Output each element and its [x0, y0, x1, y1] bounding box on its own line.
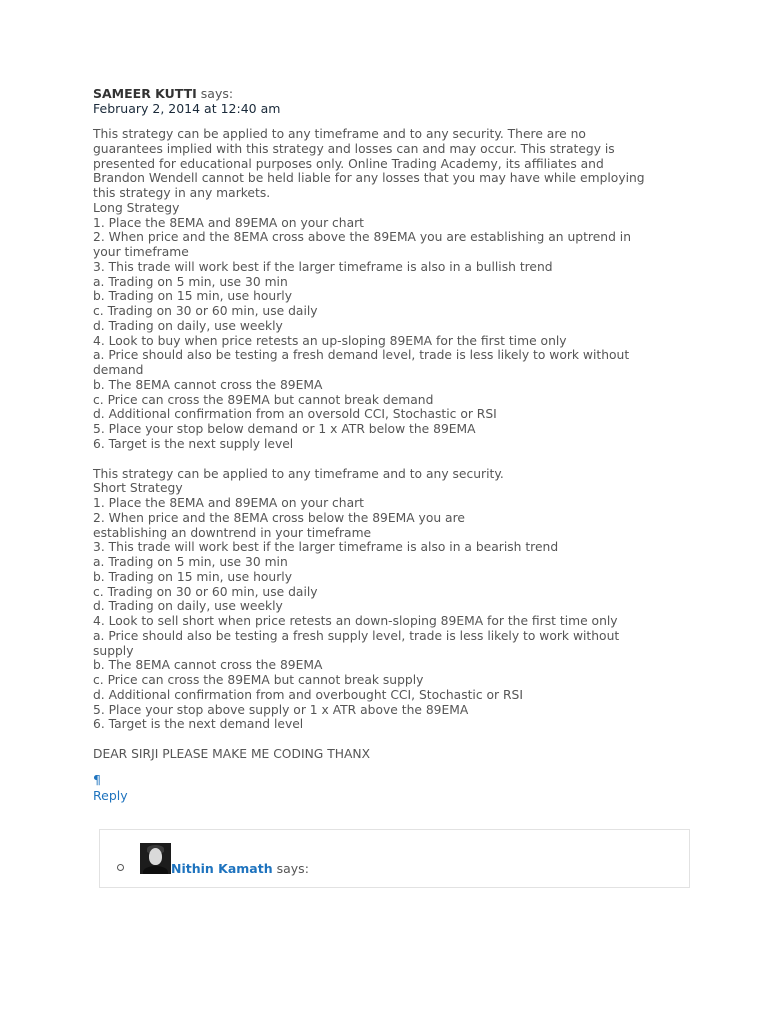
text-line: Brandon Wendell cannot be held liable for any losses that you may have while employing: [93, 171, 645, 186]
paragraph-short-strategy: [93, 467, 693, 733]
paragraph-long-strategy: [93, 127, 693, 452]
text-line: your timeframe: [93, 245, 189, 259]
text-line: 6. Target is the next supply level: [93, 436, 294, 451]
text-line: 4. Look to buy when price retests an up-sloping 89EMA for the first time only: [93, 333, 567, 348]
text-line: d. Trading on daily, use weekly: [93, 318, 283, 333]
text-line: presented for educational purposes only. Online Trading Academy, its affiliates and: [93, 156, 604, 171]
text-line: a. Price should also be testing a fresh demand level, trade is less likely to work without: [93, 348, 630, 363]
text-line: demand: [93, 363, 144, 377]
paragraph-spacer: [93, 452, 693, 467]
text-line: b. The 8EMA cannot cross the 89EMA: [93, 377, 323, 392]
text-line: DEAR SIRJI PLEASE MAKE ME CODING THANX: [93, 747, 371, 761]
text-line: b. Trading on 15 min, use hourly: [93, 289, 292, 304]
comment-body: [93, 127, 693, 762]
text-line: Long Strategy: [93, 200, 180, 215]
text-line: d. Trading on daily, use weekly: [93, 599, 283, 614]
text-line: b. Trading on 15 min, use hourly: [93, 569, 292, 584]
comment-date-link[interactable]: February 2, 2014 at 12:40 am: [93, 101, 281, 116]
text-line: a. Trading on 5 min, use 30 min: [93, 555, 288, 569]
text-line: 5. Place your stop below demand or 1 x ATR below the 89EMA: [93, 422, 476, 436]
text-line: establishing an downtrend in your timeframe: [93, 525, 372, 540]
child-comment: [99, 829, 690, 888]
child-comment-header: [171, 861, 309, 876]
person-photo-icon: [140, 843, 171, 874]
text-line: a. Trading on 5 min, use 30 min: [93, 274, 288, 289]
text-line: This strategy can be applied to any timeframe and to any security. There are no: [93, 127, 586, 141]
text-line: 6. Target is the next demand level: [93, 717, 304, 732]
text-line: a. Price should also be testing a fresh supply level, trade is less likely to work without: [93, 628, 620, 643]
text-line: c. Trading on 30 or 60 min, use daily: [93, 584, 318, 599]
comment: [93, 86, 693, 803]
paragraph-spacer: [93, 732, 693, 747]
reply-link[interactable]: Reply: [93, 787, 128, 803]
says-label: says:: [276, 861, 309, 876]
text-line: 5. Place your stop above supply or 1 x ATR above the 89EMA: [93, 702, 469, 717]
text-line: d. Additional confirmation from an oversold CCI, Stochastic or RSI: [93, 407, 497, 422]
comment-author: SAMEER KUTTI: [93, 86, 197, 101]
text-line: 1. Place the 8EMA and 89EMA on your chart: [93, 496, 364, 510]
says-label: says:: [200, 86, 234, 101]
comment-header: [93, 86, 693, 101]
text-line: this strategy in any markets.: [93, 186, 271, 200]
permalink-link[interactable]: ¶: [93, 771, 101, 787]
text-line: 3. This trade will work best if the larger timeframe is also in a bearish trend: [93, 540, 559, 555]
text-line: 4. Look to sell short when price retests an down-sloping 89EMA for the first time only: [93, 614, 618, 628]
list-bullet-icon: [117, 864, 124, 871]
text-line: This strategy can be applied to any timeframe and to any security.: [93, 466, 504, 481]
text-line: c. Price can cross the 89EMA but cannot break demand: [93, 392, 434, 407]
text-line: Short Strategy: [93, 481, 183, 496]
text-line: c. Price can cross the 89EMA but cannot break supply: [93, 673, 424, 687]
text-line: c. Trading on 30 or 60 min, use daily: [93, 304, 318, 318]
text-line: 3. This trade will work best if the larger timeframe is also in a bullish trend: [93, 259, 553, 274]
text-line: b. The 8EMA cannot cross the 89EMA: [93, 658, 323, 673]
text-line: 2. When price and the 8EMA cross above the 89EMA you are establishing an uptrend in: [93, 230, 631, 245]
paragraph-request: [93, 747, 693, 762]
text-line: 1. Place the 8EMA and 89EMA on your chart: [93, 215, 364, 230]
text-line: supply: [93, 643, 134, 658]
text-line: d. Additional confirmation from and overbought CCI, Stochastic or RSI: [93, 687, 523, 702]
child-comment-author-link[interactable]: Nithin Kamath: [171, 861, 273, 876]
text-line: guarantees implied with this strategy and losses can and may occur. This strategy is: [93, 141, 615, 156]
text-line: 2. When price and the 8EMA cross below the 89EMA you are: [93, 510, 465, 525]
